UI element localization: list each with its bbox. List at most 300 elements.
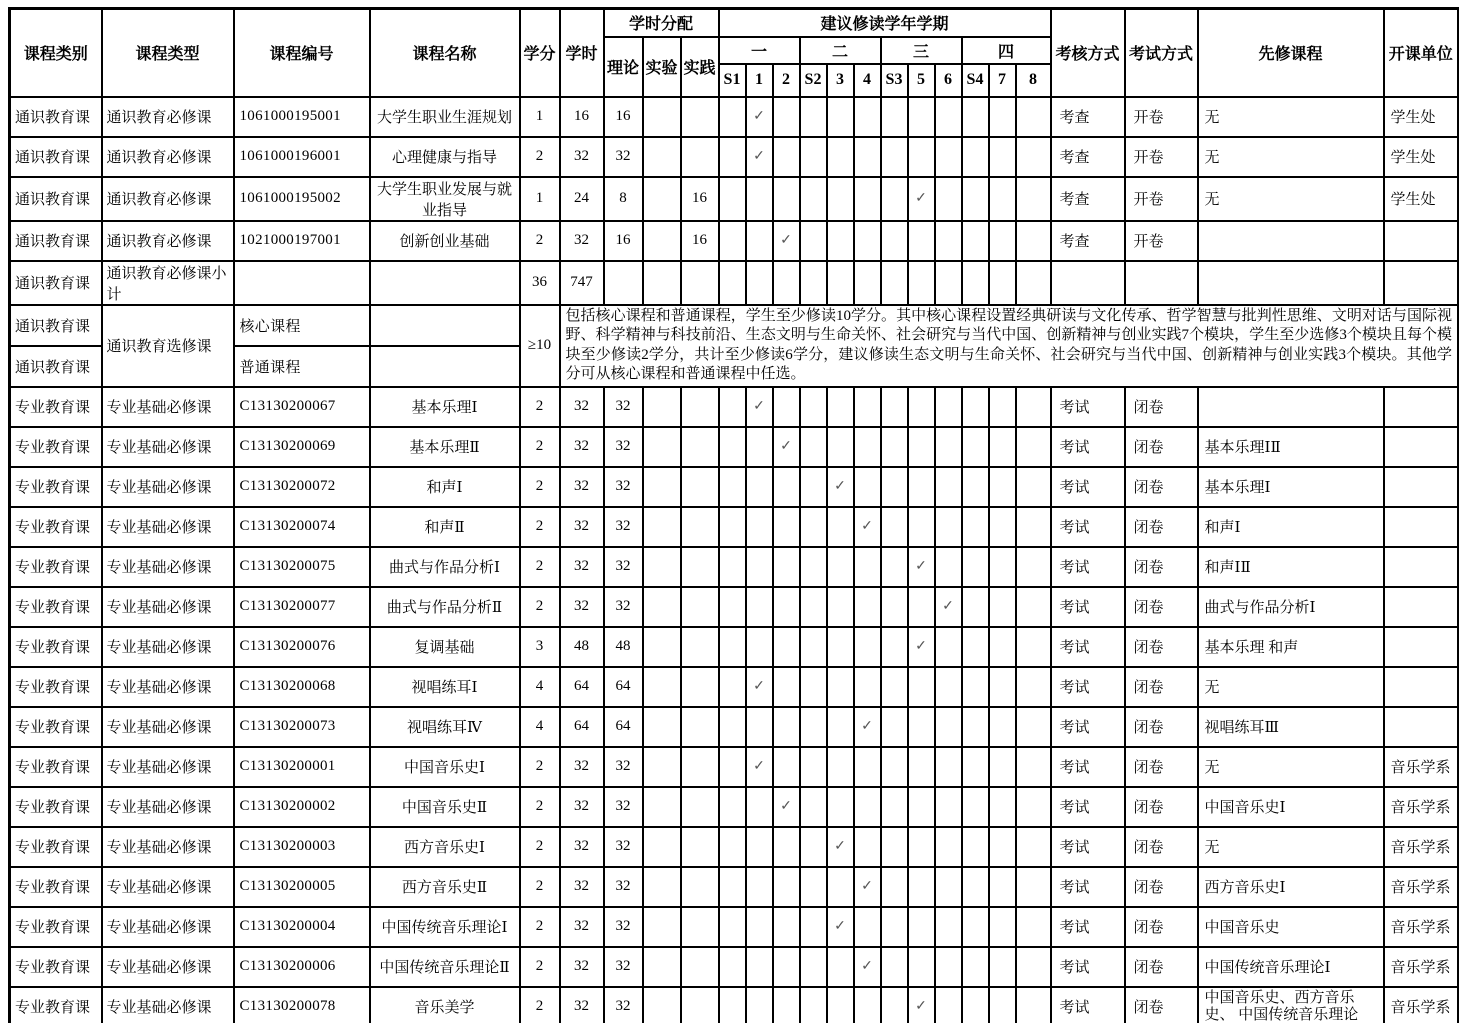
cell-exam: 闭卷: [1125, 707, 1198, 747]
cell-assess: 考查: [1051, 97, 1125, 137]
cell-hours: 32: [560, 747, 604, 787]
cell-practice: 16: [681, 221, 719, 261]
checkmark-icon: ✓: [915, 191, 927, 206]
cell-term-2: [773, 177, 800, 221]
cell-term-7: [989, 707, 1016, 747]
cell-term-7: [989, 221, 1016, 261]
cell-type: 专业基础必修课: [102, 907, 234, 947]
cell-practice: [681, 507, 719, 547]
cell-type: 专业基础必修课: [102, 987, 234, 1023]
cell-term-2: [773, 427, 800, 467]
cell-term-8: [1016, 707, 1051, 747]
cell-practice: 16: [681, 177, 719, 221]
cell-credits: 4: [520, 667, 560, 707]
cell-term-S3: [881, 827, 908, 867]
cell-term-1: [746, 907, 773, 947]
cell-term-S1: [719, 221, 746, 261]
cell-credits: 2: [520, 747, 560, 787]
cell-assess: 考试: [1051, 707, 1125, 747]
cell-term-2: [773, 707, 800, 747]
cell-term-6: [935, 827, 962, 867]
cell-term-S1: [719, 987, 746, 1023]
checkmark-icon: ✓: [753, 399, 765, 414]
cell-unit: [1384, 467, 1459, 507]
cell-experiment: [643, 947, 681, 987]
cell-term-1: [746, 787, 773, 827]
cell-assess: 考试: [1051, 427, 1125, 467]
cell-term-4: [854, 987, 881, 1023]
cell-exam: 闭卷: [1125, 587, 1198, 627]
cell-term-8: [1016, 667, 1051, 707]
cell-exam: 开卷: [1125, 97, 1198, 137]
cell-code: C13130200001: [234, 747, 370, 787]
cell-assess: 考查: [1051, 177, 1125, 221]
table-row: [10, 137, 1459, 177]
cell-term-7: [989, 261, 1016, 305]
header-term-8: 8: [1016, 64, 1051, 97]
cell-hours: 32: [560, 827, 604, 867]
cell-code: C13130200072: [234, 467, 370, 507]
cell-term-7: [989, 867, 1016, 907]
cell-term-7: [989, 547, 1016, 587]
cell-experiment: [643, 907, 681, 947]
cell-practice: [681, 747, 719, 787]
cell-hours: 32: [560, 547, 604, 587]
cell-term-2: [773, 97, 800, 137]
cell-term-6: [935, 867, 962, 907]
cell-term-S4: [962, 707, 989, 747]
cell-term-S1: [719, 947, 746, 987]
cell-term-5: [908, 467, 935, 507]
cell-term-S2: [800, 137, 827, 177]
cell-experiment: [643, 507, 681, 547]
cell-term-2: [773, 987, 800, 1023]
checkmark-icon: ✓: [780, 233, 792, 248]
cell-term-4: [854, 827, 881, 867]
cell-category: 专业教育课: [10, 427, 102, 467]
cell-term-1: [746, 387, 773, 427]
cell-term-3: [827, 427, 854, 467]
cell-category: 通识教育课: [10, 346, 102, 387]
cell-code: C13130200004: [234, 907, 370, 947]
cell-type: 通识教育必修课: [102, 97, 234, 137]
cell-term-S1: [719, 827, 746, 867]
cell-exam: [1125, 261, 1198, 305]
checkmark-icon: ✓: [753, 759, 765, 774]
cell-theory: 32: [604, 907, 643, 947]
cell-term-S3: [881, 547, 908, 587]
cell-experiment: [643, 467, 681, 507]
cell-term-S4: [962, 507, 989, 547]
cell-assess: 考试: [1051, 987, 1125, 1023]
cell-term-S3: [881, 387, 908, 427]
cell-experiment: [643, 627, 681, 667]
cell-term-S4: [962, 137, 989, 177]
cell-term-S1: [719, 667, 746, 707]
table-row: [10, 787, 1459, 827]
cell-practice: [681, 867, 719, 907]
table-row: [10, 427, 1459, 467]
cell-name: 心理健康与指导: [370, 137, 520, 177]
cell-term-7: [989, 787, 1016, 827]
cell-term-S2: [800, 177, 827, 221]
cell-practice: [681, 947, 719, 987]
cell-term-S3: [881, 177, 908, 221]
cell-prereq: 无: [1198, 827, 1384, 867]
cell-term-S3: [881, 907, 908, 947]
cell-term-4: [854, 867, 881, 907]
table-header: [10, 9, 1459, 97]
cell-prereq: 和声ⅠⅡ: [1198, 547, 1384, 587]
cell-hours: 32: [560, 221, 604, 261]
header-category: 课程类别: [10, 9, 102, 97]
cell-code: C13130200073: [234, 707, 370, 747]
cell-category: 通识教育课: [10, 177, 102, 221]
cell-term-S1: [719, 787, 746, 827]
cell-term-6: [935, 747, 962, 787]
cell-code: C13130200077: [234, 587, 370, 627]
cell-term-3: [827, 947, 854, 987]
cell-term-S1: [719, 137, 746, 177]
cell-name: 和声Ⅱ: [370, 507, 520, 547]
cell-term-8: [1016, 261, 1051, 305]
cell-term-4: [854, 547, 881, 587]
cell-term-S3: [881, 467, 908, 507]
cell-term-S4: [962, 387, 989, 427]
checkmark-icon: ✓: [861, 959, 873, 974]
cell-term-S4: [962, 587, 989, 627]
cell-term-4: [854, 667, 881, 707]
cell-assess: 考试: [1051, 667, 1125, 707]
checkmark-icon: ✓: [915, 559, 927, 574]
header-term-2: 2: [773, 64, 800, 97]
cell-term-7: [989, 747, 1016, 787]
cell-credits: 2: [520, 947, 560, 987]
cell-exam: 开卷: [1125, 221, 1198, 261]
header-term-6: 6: [935, 64, 962, 97]
cell-type: 专业基础必修课: [102, 947, 234, 987]
cell-assess: [1051, 261, 1125, 305]
cell-term-S4: [962, 987, 989, 1023]
cell-term-8: [1016, 507, 1051, 547]
table-row: [10, 467, 1459, 507]
cell-term-S3: [881, 707, 908, 747]
cell-assess: 考试: [1051, 787, 1125, 827]
cell-term-8: [1016, 427, 1051, 467]
cell-hours: 32: [560, 587, 604, 627]
cell-code: C13130200069: [234, 427, 370, 467]
cell-term-4: [854, 707, 881, 747]
checkmark-icon: ✓: [915, 639, 927, 654]
cell-code: C13130200075: [234, 547, 370, 587]
cell-category: 专业教育课: [10, 827, 102, 867]
cell-term-8: [1016, 547, 1051, 587]
cell-term-7: [989, 427, 1016, 467]
cell-theory: 48: [604, 627, 643, 667]
cell-term-3: [827, 747, 854, 787]
table-row: [10, 707, 1459, 747]
cell-term-2: [773, 947, 800, 987]
cell-hours: 24: [560, 177, 604, 221]
cell-practice: [681, 587, 719, 627]
cell-unit: [1384, 221, 1459, 261]
cell-credits: 2: [520, 827, 560, 867]
cell-term-8: [1016, 221, 1051, 261]
cell-term-S3: [881, 787, 908, 827]
curriculum-table: [8, 7, 1459, 1023]
cell-term-S1: [719, 867, 746, 907]
cell-credits: 2: [520, 137, 560, 177]
cell-term-S2: [800, 827, 827, 867]
cell-term-S4: [962, 867, 989, 907]
cell-term-S4: [962, 787, 989, 827]
header-type: 课程类型: [102, 9, 234, 97]
table-row: [10, 987, 1459, 1023]
cell-term-7: [989, 97, 1016, 137]
cell-prereq: 和声Ⅰ: [1198, 507, 1384, 547]
cell-credits: 2: [520, 867, 560, 907]
cell-term-6: [935, 627, 962, 667]
cell-code: 核心课程: [234, 305, 370, 346]
cell-term-5: [908, 261, 935, 305]
cell-prereq: 中国传统音乐理论Ⅰ: [1198, 947, 1384, 987]
table-row: [10, 667, 1459, 707]
cell-term-S2: [800, 547, 827, 587]
cell-hours: 32: [560, 427, 604, 467]
cell-code: C13130200002: [234, 787, 370, 827]
cell-prereq: 基本乐理 和声: [1198, 627, 1384, 667]
cell-term-3: [827, 907, 854, 947]
cell-theory: 8: [604, 177, 643, 221]
cell-hours: 64: [560, 667, 604, 707]
cell-term-6: [935, 261, 962, 305]
cell-category: 专业教育课: [10, 467, 102, 507]
cell-term-7: [989, 947, 1016, 987]
checkmark-icon: ✓: [753, 679, 765, 694]
cell-term-8: [1016, 587, 1051, 627]
cell-name: 音乐美学: [370, 987, 520, 1023]
cell-hours: 32: [560, 137, 604, 177]
header-experiment: 实验: [643, 37, 681, 97]
cell-name: 曲式与作品分析Ⅱ: [370, 587, 520, 627]
cell-term-3: [827, 507, 854, 547]
header-name: 课程名称: [370, 9, 520, 97]
cell-term-S1: [719, 427, 746, 467]
cell-term-5: [908, 987, 935, 1023]
cell-term-S3: [881, 507, 908, 547]
cell-type: 通识教育必修课: [102, 137, 234, 177]
cell-term-7: [989, 137, 1016, 177]
cell-term-6: [935, 177, 962, 221]
cell-unit: [1384, 667, 1459, 707]
cell-term-1: [746, 547, 773, 587]
cell-exam: 开卷: [1125, 177, 1198, 221]
cell-term-S2: [800, 387, 827, 427]
cell-term-4: [854, 221, 881, 261]
checkmark-icon: ✓: [753, 149, 765, 164]
cell-category: 专业教育课: [10, 787, 102, 827]
cell-type: 专业基础必修课: [102, 667, 234, 707]
cell-term-6: [935, 907, 962, 947]
cell-assess: 考试: [1051, 627, 1125, 667]
cell-term-1: [746, 427, 773, 467]
cell-prereq: 无: [1198, 747, 1384, 787]
cell-term-5: [908, 587, 935, 627]
cell-hours: 32: [560, 467, 604, 507]
cell-term-5: [908, 507, 935, 547]
cell-assess: 考试: [1051, 867, 1125, 907]
cell-assess: 考试: [1051, 547, 1125, 587]
cell-term-5: [908, 667, 935, 707]
cell-exam: 闭卷: [1125, 667, 1198, 707]
cell-term-2: [773, 867, 800, 907]
cell-type: 通识教育必修课小计: [102, 261, 234, 305]
cell-type: 专业基础必修课: [102, 547, 234, 587]
cell-term-2: [773, 507, 800, 547]
cell-theory: 32: [604, 947, 643, 987]
checkmark-icon: ✓: [915, 999, 927, 1014]
cell-exam: 闭卷: [1125, 987, 1198, 1023]
cell-term-5: [908, 867, 935, 907]
cell-name: 中国音乐史Ⅰ: [370, 747, 520, 787]
cell-term-4: [854, 507, 881, 547]
cell-theory: 64: [604, 707, 643, 747]
header-year-4: 四: [962, 37, 1051, 64]
cell-term-1: [746, 667, 773, 707]
cell-code: 1021000197001: [234, 221, 370, 261]
cell-term-1: [746, 867, 773, 907]
cell-practice: [681, 467, 719, 507]
cell-term-6: [935, 667, 962, 707]
cell-code: 1061000196001: [234, 137, 370, 177]
cell-hours: 48: [560, 627, 604, 667]
cell-term-S3: [881, 987, 908, 1023]
cell-term-S4: [962, 221, 989, 261]
cell-term-8: [1016, 467, 1051, 507]
cell-term-S4: [962, 667, 989, 707]
cell-unit: 学生处: [1384, 137, 1459, 177]
cell-theory: 64: [604, 667, 643, 707]
cell-category: 专业教育课: [10, 547, 102, 587]
cell-hours: 32: [560, 867, 604, 907]
cell-assess: 考试: [1051, 947, 1125, 987]
cell-type: 专业基础必修课: [102, 747, 234, 787]
cell-term-S2: [800, 787, 827, 827]
header-term-S2: S2: [800, 64, 827, 97]
header-term-5: 5: [908, 64, 935, 97]
cell-experiment: [643, 747, 681, 787]
checkmark-icon: ✓: [942, 599, 954, 614]
cell-credits: 2: [520, 907, 560, 947]
cell-practice: [681, 547, 719, 587]
cell-term-S4: [962, 827, 989, 867]
cell-exam: 闭卷: [1125, 907, 1198, 947]
table-row: [10, 867, 1459, 907]
cell-unit: [1384, 627, 1459, 667]
cell-term-2: [773, 827, 800, 867]
cell-practice: [681, 907, 719, 947]
cell-type: 专业基础必修课: [102, 867, 234, 907]
cell-assess: 考查: [1051, 221, 1125, 261]
cell-term-3: [827, 547, 854, 587]
cell-name: 基本乐理Ⅱ: [370, 427, 520, 467]
cell-experiment: [643, 261, 681, 305]
cell-term-S4: [962, 177, 989, 221]
cell-term-4: [854, 747, 881, 787]
cell-term-1: [746, 177, 773, 221]
cell-term-5: [908, 707, 935, 747]
cell-term-3: [827, 827, 854, 867]
cell-term-S3: [881, 667, 908, 707]
cell-term-3: [827, 261, 854, 305]
cell-term-3: [827, 987, 854, 1023]
cell-term-5: [908, 387, 935, 427]
cell-term-4: [854, 177, 881, 221]
cell-term-1: [746, 221, 773, 261]
cell-practice: [681, 427, 719, 467]
cell-practice: [681, 787, 719, 827]
cell-term-4: [854, 97, 881, 137]
cell-term-8: [1016, 177, 1051, 221]
cell-term-8: [1016, 627, 1051, 667]
cell-term-8: [1016, 97, 1051, 137]
cell-term-7: [989, 987, 1016, 1023]
cell-term-S1: [719, 467, 746, 507]
cell-prereq: 无: [1198, 667, 1384, 707]
cell-term-5: [908, 177, 935, 221]
cell-term-2: [773, 387, 800, 427]
cell-exam: 闭卷: [1125, 387, 1198, 427]
cell-term-1: [746, 261, 773, 305]
cell-term-6: [935, 587, 962, 627]
table-row: [10, 547, 1459, 587]
cell-experiment: [643, 177, 681, 221]
header-term-S3: S3: [881, 64, 908, 97]
cell-type: 专业基础必修课: [102, 467, 234, 507]
cell-category: 通识教育课: [10, 137, 102, 177]
cell-credits: 2: [520, 387, 560, 427]
cell-name: 视唱练耳Ⅳ: [370, 707, 520, 747]
checkmark-icon: ✓: [753, 109, 765, 124]
cell-unit: 音乐学系: [1384, 907, 1459, 947]
cell-term-5: [908, 427, 935, 467]
cell-term-S4: [962, 547, 989, 587]
checkmark-icon: ✓: [861, 879, 873, 894]
cell-unit: 音乐学系: [1384, 987, 1459, 1023]
cell-experiment: [643, 427, 681, 467]
cell-term-1: [746, 97, 773, 137]
cell-term-S4: [962, 947, 989, 987]
cell-type: 专业基础必修课: [102, 427, 234, 467]
cell-term-6: [935, 987, 962, 1023]
cell-experiment: [643, 387, 681, 427]
header-year-2: 二: [800, 37, 881, 64]
cell-name: 复调基础: [370, 627, 520, 667]
cell-term-5: [908, 787, 935, 827]
header-term-3: 3: [827, 64, 854, 97]
table-row: [10, 587, 1459, 627]
cell-exam: 闭卷: [1125, 467, 1198, 507]
cell-term-S3: [881, 137, 908, 177]
cell-term-1: [746, 507, 773, 547]
cell-term-S2: [800, 587, 827, 627]
cell-term-6: [935, 97, 962, 137]
cell-term-S2: [800, 467, 827, 507]
cell-term-3: [827, 221, 854, 261]
cell-theory: 16: [604, 97, 643, 137]
cell-code: 1061000195001: [234, 97, 370, 137]
cell-code: C13130200068: [234, 667, 370, 707]
